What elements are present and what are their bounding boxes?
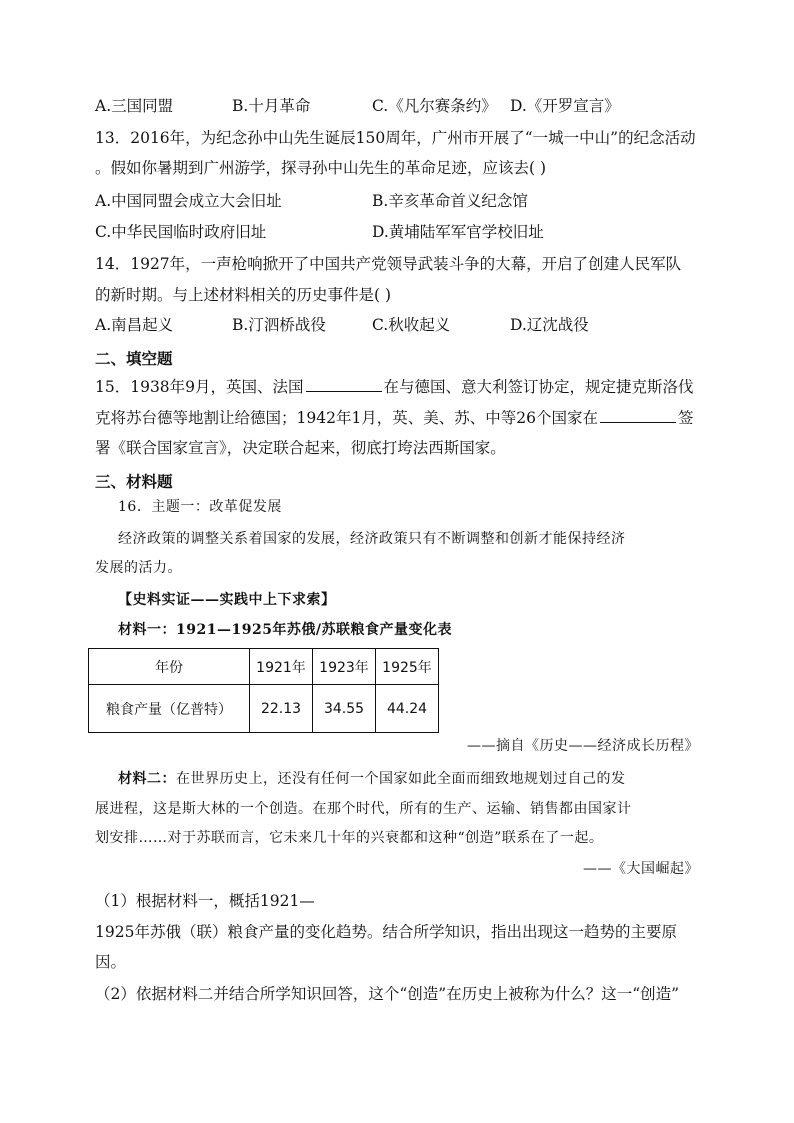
subq1-line3: 因。: [95, 953, 127, 971]
q13-option-b: B.辛亥革命首义纪念馆: [372, 192, 528, 210]
table-header-1921: 1921年: [250, 649, 313, 685]
material2-source: ——《大国崛起》: [583, 861, 699, 877]
evidence-title: 【史料实证——实践中上下求索】: [118, 592, 336, 608]
table-value-1921: 22.13: [250, 685, 313, 733]
material1-source: ——摘自《历史——经济成长历程》: [467, 738, 699, 754]
q13-option-c: C.中华民国临时政府旧址: [95, 223, 267, 241]
q12-option-d: D.《开罗宣言》: [510, 97, 620, 115]
subq1-line1: （1）根据材料一，概括1921—: [95, 892, 315, 910]
q14-stem-line2: 的新时期。与上述材料相关的历史事件是( ): [95, 286, 392, 304]
table-value-1923: 34.55: [313, 685, 376, 733]
q15-line1-part2: 在与德国、意大利签订协定，规定捷克斯洛伐: [383, 378, 694, 396]
q15-line2-part2: 签: [678, 409, 694, 427]
section2-heading: 二、填空题: [95, 350, 173, 368]
table-value-1925: 44.24: [376, 685, 439, 733]
material2-line3: 划安排……对于苏联而言，它未来几十年的兴衰都和这种“创造”联系在了一起。: [95, 830, 604, 846]
q15-blank-1[interactable]: [306, 375, 382, 392]
q16-theme: 16．主题一：改革促发展: [118, 499, 282, 515]
material2-line1: [118, 768, 626, 790]
table-header-1925: 1925年: [376, 649, 439, 685]
intro-line1: 经济政策的调整关系着国家的发展，经济政策只有不断调整和创新才能保持经济: [118, 531, 626, 547]
q15-line1: [95, 375, 694, 398]
table-header-year: 年份: [89, 649, 250, 685]
q13-stem-line1: 13．2016年，为纪念孙中山先生诞辰150周年，广州市开展了“一城一中山”的纪念活动: [95, 129, 696, 147]
q15-line1-part1: 15．1938年9月，英国、法国: [95, 378, 304, 396]
q14-option-b: B.汀泗桥战役: [232, 316, 326, 334]
q13-stem-line2: 。假如你暑期到广州游学，探寻孙中山先生的革命足迹，应该去( ): [95, 159, 547, 177]
q15-line3: 署《联合国家宣言》，决定联合起来，彻底打垮法西斯国家。: [95, 439, 506, 457]
q12-option-a: A.三国同盟: [95, 97, 174, 115]
material2-line2: 展进程，这是斯大林的一个创造。在那个时代，所有的生产、运输、销售都由国家计: [95, 801, 632, 817]
material1-title: 材料一：1921—1925年苏俄/苏联粮食产量变化表: [118, 622, 453, 638]
subq1-line2: 1925年苏俄（联）粮食产量的变化趋势。结合所学知识，指出出现这一趋势的主要原: [95, 923, 677, 941]
q14-option-d: D.辽沈战役: [510, 316, 589, 334]
section3-heading: 三、材料题: [95, 473, 173, 491]
q14-option-c: C.秋收起义: [372, 316, 451, 334]
q13-option-a: A.中国同盟会成立大会旧址: [95, 192, 282, 210]
subq2-line1: （2）依据材料二并结合所学知识回答，这个“创造”在历史上被称为什么？这一“创造”: [95, 985, 680, 1003]
q15-line2: [95, 406, 694, 429]
q15-blank-2[interactable]: [600, 406, 676, 423]
q15-line2-part1: 克将苏台德等地割让给德国；1942年1月，英、美、苏、中等26个国家在: [95, 409, 599, 427]
table-row: [89, 685, 439, 733]
q12-option-b: B.十月革命: [232, 97, 311, 115]
table-row-label: 粮食产量（亿普特）: [89, 685, 250, 733]
q13-option-d: D.黄埔陆军军官学校旧址: [372, 223, 544, 241]
table-header-1923: 1923年: [313, 649, 376, 685]
q14-option-a: A.南昌起义: [95, 316, 174, 334]
grain-production-table: [88, 648, 439, 733]
q14-stem-line1: 14．1927年，一声枪响掀开了中国共产党领导武装斗争的大幕，开启了创建人民军队: [95, 255, 682, 273]
material2-label: 材料二：: [118, 771, 176, 787]
material2-text1: 在世界历史上，还没有任何一个国家如此全面而细致地规划过自己的发: [176, 771, 626, 787]
q12-option-c: C.《凡尔赛条约》: [372, 97, 497, 115]
table-header-row: [89, 649, 439, 685]
intro-line2: 发展的活力。: [95, 560, 182, 576]
